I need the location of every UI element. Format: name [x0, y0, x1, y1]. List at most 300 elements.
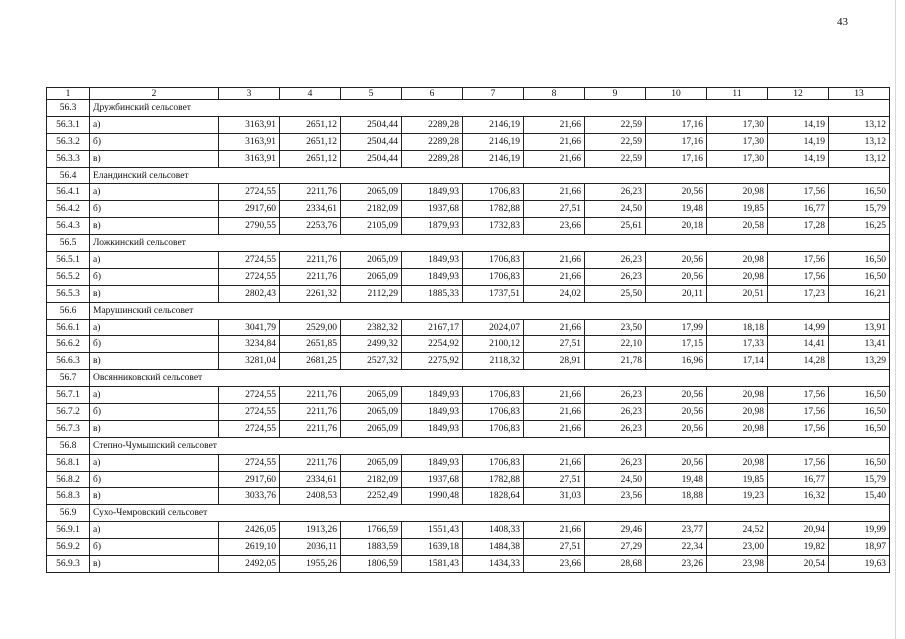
value-cell: 2182,09 — [341, 471, 402, 488]
value-cell: 2917,60 — [219, 471, 280, 488]
row-variant: а) — [90, 454, 219, 471]
value-cell: 17,30 — [707, 116, 768, 133]
value-cell: 17,15 — [646, 336, 707, 353]
value-cell: 20,56 — [646, 454, 707, 471]
value-cell: 1913,26 — [280, 522, 341, 539]
row-variant: а) — [90, 116, 219, 133]
row-variant: б) — [90, 471, 219, 488]
value-cell: 20,54 — [768, 556, 829, 573]
value-cell: 23,66 — [524, 556, 585, 573]
value-cell: 2289,28 — [402, 116, 463, 133]
column-number-cell: 4 — [280, 88, 341, 100]
row-code: 56.7.1 — [47, 387, 90, 404]
section-row — [47, 235, 890, 252]
value-cell: 2790,55 — [219, 218, 280, 235]
value-cell: 2527,32 — [341, 353, 402, 370]
value-cell: 23,50 — [585, 319, 646, 336]
value-cell: 20,56 — [646, 252, 707, 269]
row-variant: а) — [90, 522, 219, 539]
value-cell: 1581,43 — [402, 556, 463, 573]
section-name: Степно-Чумышский сельсовет — [90, 437, 890, 454]
value-cell: 2619,10 — [219, 539, 280, 556]
value-cell: 2211,76 — [280, 252, 341, 269]
value-cell: 2252,49 — [341, 488, 402, 505]
value-cell: 20,98 — [707, 387, 768, 404]
value-cell: 2504,44 — [341, 133, 402, 150]
value-cell: 1885,33 — [402, 285, 463, 302]
value-cell: 15,79 — [829, 201, 890, 218]
row-code: 56.9.3 — [47, 556, 90, 573]
section-code: 56.4 — [47, 167, 90, 184]
value-cell: 2724,55 — [219, 404, 280, 421]
value-cell: 27,51 — [524, 471, 585, 488]
value-cell: 21,78 — [585, 353, 646, 370]
value-cell: 27,51 — [524, 201, 585, 218]
section-row — [47, 167, 890, 184]
table-row — [47, 336, 890, 353]
row-variant: в) — [90, 285, 219, 302]
value-cell: 21,66 — [524, 133, 585, 150]
value-cell: 23,00 — [707, 539, 768, 556]
value-cell: 20,94 — [768, 522, 829, 539]
value-cell: 2802,43 — [219, 285, 280, 302]
value-cell: 14,99 — [768, 319, 829, 336]
value-cell: 17,28 — [768, 218, 829, 235]
column-number-cell: 12 — [768, 88, 829, 100]
value-cell: 1849,93 — [402, 454, 463, 471]
row-code: 56.5.2 — [47, 268, 90, 285]
value-cell: 18,97 — [829, 539, 890, 556]
value-cell: 1849,93 — [402, 252, 463, 269]
section-row — [47, 505, 890, 522]
value-cell: 17,56 — [768, 404, 829, 421]
value-cell: 2211,76 — [280, 268, 341, 285]
value-cell: 1937,68 — [402, 471, 463, 488]
row-code: 56.4.2 — [47, 201, 90, 218]
row-variant: б) — [90, 133, 219, 150]
value-cell: 21,66 — [524, 252, 585, 269]
value-cell: 15,40 — [829, 488, 890, 505]
value-cell: 25,61 — [585, 218, 646, 235]
column-number-cell: 13 — [829, 88, 890, 100]
value-cell: 13,41 — [829, 336, 890, 353]
value-cell: 26,23 — [585, 252, 646, 269]
value-cell: 20,98 — [707, 252, 768, 269]
value-cell: 16,50 — [829, 387, 890, 404]
value-cell: 16,96 — [646, 353, 707, 370]
value-cell: 1434,33 — [463, 556, 524, 573]
value-cell: 20,56 — [646, 184, 707, 201]
table-row — [47, 556, 890, 573]
value-cell: 2211,76 — [280, 404, 341, 421]
value-cell: 20,56 — [646, 420, 707, 437]
value-cell: 13,12 — [829, 116, 890, 133]
value-cell: 2146,19 — [463, 116, 524, 133]
value-cell: 23,56 — [585, 488, 646, 505]
value-cell: 26,23 — [585, 184, 646, 201]
value-cell: 29,46 — [585, 522, 646, 539]
value-cell: 26,23 — [585, 404, 646, 421]
table-row — [47, 353, 890, 370]
value-cell: 16,77 — [768, 201, 829, 218]
value-cell: 17,16 — [646, 116, 707, 133]
table-row — [47, 150, 890, 167]
value-cell: 27,51 — [524, 336, 585, 353]
value-cell: 2504,44 — [341, 150, 402, 167]
column-number-row — [47, 88, 890, 100]
table-row — [47, 522, 890, 539]
value-cell: 20,98 — [707, 420, 768, 437]
value-cell: 16,50 — [829, 404, 890, 421]
row-code: 56.5.3 — [47, 285, 90, 302]
value-cell: 22,59 — [585, 133, 646, 150]
value-cell: 1849,93 — [402, 184, 463, 201]
value-cell: 1706,83 — [463, 387, 524, 404]
value-cell: 17,56 — [768, 454, 829, 471]
table-row — [47, 404, 890, 421]
row-variant: б) — [90, 539, 219, 556]
value-cell: 1737,51 — [463, 285, 524, 302]
row-code: 56.8.2 — [47, 471, 90, 488]
value-cell: 2724,55 — [219, 454, 280, 471]
value-cell: 2651,12 — [280, 150, 341, 167]
value-cell: 17,16 — [646, 150, 707, 167]
value-cell: 20,98 — [707, 404, 768, 421]
value-cell: 1551,43 — [402, 522, 463, 539]
section-name: Сухо-Чемровский сельсовет — [90, 505, 890, 522]
value-cell: 2065,09 — [341, 268, 402, 285]
section-code: 56.6 — [47, 302, 90, 319]
value-cell: 14,19 — [768, 116, 829, 133]
value-cell: 2100,12 — [463, 336, 524, 353]
value-cell: 20,56 — [646, 387, 707, 404]
section-name: Ложкинский сельсовет — [90, 235, 890, 252]
page-edge-line — [895, 0, 896, 639]
value-cell: 21,66 — [524, 420, 585, 437]
value-cell: 24,52 — [707, 522, 768, 539]
value-cell: 2211,76 — [280, 454, 341, 471]
value-cell: 17,30 — [707, 150, 768, 167]
value-cell: 2261,32 — [280, 285, 341, 302]
section-row — [47, 100, 890, 117]
value-cell: 20,98 — [707, 184, 768, 201]
row-variant: а) — [90, 319, 219, 336]
value-cell: 21,66 — [524, 404, 585, 421]
value-cell: 19,99 — [829, 522, 890, 539]
row-variant: в) — [90, 488, 219, 505]
value-cell: 13,12 — [829, 133, 890, 150]
column-number-cell: 5 — [341, 88, 402, 100]
value-cell: 14,41 — [768, 336, 829, 353]
value-cell: 14,19 — [768, 150, 829, 167]
value-cell: 16,50 — [829, 454, 890, 471]
value-cell: 2182,09 — [341, 201, 402, 218]
value-cell: 23,26 — [646, 556, 707, 573]
value-cell: 27,29 — [585, 539, 646, 556]
value-cell: 15,79 — [829, 471, 890, 488]
value-cell: 2105,09 — [341, 218, 402, 235]
value-cell: 26,23 — [585, 420, 646, 437]
row-code: 56.6.1 — [47, 319, 90, 336]
value-cell: 2065,09 — [341, 404, 402, 421]
section-code: 56.3 — [47, 100, 90, 117]
section-row — [47, 437, 890, 454]
value-cell: 22,59 — [585, 116, 646, 133]
value-cell: 2065,09 — [341, 454, 402, 471]
value-cell: 2289,28 — [402, 150, 463, 167]
value-cell: 1879,93 — [402, 218, 463, 235]
value-cell: 28,68 — [585, 556, 646, 573]
value-cell: 2651,12 — [280, 116, 341, 133]
value-cell: 21,66 — [524, 116, 585, 133]
value-cell: 17,56 — [768, 252, 829, 269]
value-cell: 2499,32 — [341, 336, 402, 353]
section-code: 56.5 — [47, 235, 90, 252]
column-number-cell: 6 — [402, 88, 463, 100]
value-cell: 1732,83 — [463, 218, 524, 235]
row-variant: в) — [90, 353, 219, 370]
table-row — [47, 184, 890, 201]
tariff-table — [46, 87, 890, 573]
value-cell: 19,63 — [829, 556, 890, 573]
row-variant: б) — [90, 404, 219, 421]
row-code: 56.3.1 — [47, 116, 90, 133]
value-cell: 20,98 — [707, 454, 768, 471]
value-cell: 2408,53 — [280, 488, 341, 505]
value-cell: 16,32 — [768, 488, 829, 505]
section-row — [47, 370, 890, 387]
value-cell: 2529,00 — [280, 319, 341, 336]
row-code: 56.9.2 — [47, 539, 90, 556]
value-cell: 1990,48 — [402, 488, 463, 505]
section-code: 56.7 — [47, 370, 90, 387]
table-row — [47, 268, 890, 285]
row-variant: б) — [90, 268, 219, 285]
value-cell: 1828,64 — [463, 488, 524, 505]
value-cell: 2211,76 — [280, 184, 341, 201]
value-cell: 16,50 — [829, 268, 890, 285]
value-cell: 2254,92 — [402, 336, 463, 353]
value-cell: 1484,38 — [463, 539, 524, 556]
row-code: 56.4.3 — [47, 218, 90, 235]
value-cell: 2651,85 — [280, 336, 341, 353]
column-number-cell: 2 — [90, 88, 219, 100]
value-cell: 2724,55 — [219, 420, 280, 437]
value-cell: 1849,93 — [402, 268, 463, 285]
value-cell: 2065,09 — [341, 387, 402, 404]
section-name: Дружбинский сельсовет — [90, 100, 890, 117]
value-cell: 13,91 — [829, 319, 890, 336]
row-variant: в) — [90, 150, 219, 167]
value-cell: 2065,09 — [341, 252, 402, 269]
value-cell: 21,66 — [524, 150, 585, 167]
row-code: 56.9.1 — [47, 522, 90, 539]
value-cell: 1706,83 — [463, 404, 524, 421]
value-cell: 19,23 — [707, 488, 768, 505]
value-cell: 1408,33 — [463, 522, 524, 539]
value-cell: 20,56 — [646, 268, 707, 285]
value-cell: 22,10 — [585, 336, 646, 353]
value-cell: 2289,28 — [402, 133, 463, 150]
value-cell: 17,33 — [707, 336, 768, 353]
value-cell: 1955,26 — [280, 556, 341, 573]
value-cell: 19,85 — [707, 471, 768, 488]
value-cell: 13,29 — [829, 353, 890, 370]
row-code: 56.8.3 — [47, 488, 90, 505]
value-cell: 1849,93 — [402, 404, 463, 421]
value-cell: 22,34 — [646, 539, 707, 556]
value-cell: 3163,91 — [219, 133, 280, 150]
value-cell: 21,66 — [524, 184, 585, 201]
value-cell: 1937,68 — [402, 201, 463, 218]
value-cell: 2334,61 — [280, 471, 341, 488]
column-number-cell: 11 — [707, 88, 768, 100]
value-cell: 19,48 — [646, 201, 707, 218]
row-code: 56.3.3 — [47, 150, 90, 167]
value-cell: 3234,84 — [219, 336, 280, 353]
value-cell: 2504,44 — [341, 116, 402, 133]
value-cell: 24,50 — [585, 471, 646, 488]
table-row — [47, 420, 890, 437]
value-cell: 2118,32 — [463, 353, 524, 370]
value-cell: 2724,55 — [219, 387, 280, 404]
value-cell: 2036,11 — [280, 539, 341, 556]
value-cell: 1782,88 — [463, 471, 524, 488]
column-number-cell: 1 — [47, 88, 90, 100]
value-cell: 16,77 — [768, 471, 829, 488]
table-row — [47, 218, 890, 235]
row-variant: а) — [90, 387, 219, 404]
row-code: 56.6.3 — [47, 353, 90, 370]
value-cell: 3041,79 — [219, 319, 280, 336]
value-cell: 18,18 — [707, 319, 768, 336]
value-cell: 28,91 — [524, 353, 585, 370]
value-cell: 2492,05 — [219, 556, 280, 573]
value-cell: 2382,32 — [341, 319, 402, 336]
value-cell: 2724,55 — [219, 252, 280, 269]
value-cell: 1706,83 — [463, 184, 524, 201]
value-cell: 16,25 — [829, 218, 890, 235]
value-cell: 31,03 — [524, 488, 585, 505]
value-cell: 25,50 — [585, 285, 646, 302]
column-number-cell: 9 — [585, 88, 646, 100]
value-cell: 14,28 — [768, 353, 829, 370]
column-number-cell: 10 — [646, 88, 707, 100]
row-variant: а) — [90, 252, 219, 269]
row-code: 56.3.2 — [47, 133, 90, 150]
value-cell: 20,98 — [707, 268, 768, 285]
value-cell: 1766,59 — [341, 522, 402, 539]
value-cell: 17,56 — [768, 420, 829, 437]
value-cell: 1806,59 — [341, 556, 402, 573]
table-row — [47, 488, 890, 505]
row-code: 56.4.1 — [47, 184, 90, 201]
value-cell: 2211,76 — [280, 387, 341, 404]
row-variant: а) — [90, 184, 219, 201]
value-cell: 23,77 — [646, 522, 707, 539]
value-cell: 14,19 — [768, 133, 829, 150]
value-cell: 16,50 — [829, 420, 890, 437]
value-cell: 3281,04 — [219, 353, 280, 370]
value-cell: 21,66 — [524, 319, 585, 336]
row-code: 56.5.1 — [47, 252, 90, 269]
value-cell: 2253,76 — [280, 218, 341, 235]
value-cell: 18,88 — [646, 488, 707, 505]
value-cell: 20,51 — [707, 285, 768, 302]
value-cell: 2681,25 — [280, 353, 341, 370]
value-cell: 2024,07 — [463, 319, 524, 336]
section-code: 56.9 — [47, 505, 90, 522]
value-cell: 2724,55 — [219, 184, 280, 201]
value-cell: 16,50 — [829, 184, 890, 201]
value-cell: 16,50 — [829, 252, 890, 269]
value-cell: 24,02 — [524, 285, 585, 302]
value-cell: 1782,88 — [463, 201, 524, 218]
value-cell: 1849,93 — [402, 420, 463, 437]
value-cell: 20,18 — [646, 218, 707, 235]
value-cell: 17,23 — [768, 285, 829, 302]
table-body — [47, 88, 890, 573]
value-cell: 20,56 — [646, 404, 707, 421]
value-cell: 3163,91 — [219, 116, 280, 133]
section-name: Еландинский сельсовет — [90, 167, 890, 184]
section-name: Марушинский сельсовет — [90, 302, 890, 319]
value-cell: 1706,83 — [463, 454, 524, 471]
value-cell: 17,99 — [646, 319, 707, 336]
value-cell: 2065,09 — [341, 184, 402, 201]
value-cell: 17,16 — [646, 133, 707, 150]
value-cell: 1706,83 — [463, 252, 524, 269]
table-row — [47, 471, 890, 488]
value-cell: 17,14 — [707, 353, 768, 370]
value-cell: 21,66 — [524, 387, 585, 404]
value-cell: 13,12 — [829, 150, 890, 167]
value-cell: 2334,61 — [280, 201, 341, 218]
row-code: 56.6.2 — [47, 336, 90, 353]
table-row — [47, 116, 890, 133]
value-cell: 21,66 — [524, 454, 585, 471]
table-row — [47, 539, 890, 556]
value-cell: 17,30 — [707, 133, 768, 150]
value-cell: 1849,93 — [402, 387, 463, 404]
value-cell: 26,23 — [585, 387, 646, 404]
row-variant: в) — [90, 420, 219, 437]
column-number-cell: 7 — [463, 88, 524, 100]
value-cell: 2146,19 — [463, 150, 524, 167]
row-code: 56.7.2 — [47, 404, 90, 421]
table-row — [47, 285, 890, 302]
value-cell: 3033,76 — [219, 488, 280, 505]
value-cell: 1706,83 — [463, 268, 524, 285]
section-name: Овсянниковский сельсовет — [90, 370, 890, 387]
value-cell: 2275,92 — [402, 353, 463, 370]
value-cell: 2065,09 — [341, 420, 402, 437]
section-code: 56.8 — [47, 437, 90, 454]
section-row — [47, 302, 890, 319]
table-row — [47, 133, 890, 150]
value-cell: 23,66 — [524, 218, 585, 235]
row-code: 56.8.1 — [47, 454, 90, 471]
table-row — [47, 454, 890, 471]
value-cell: 1706,83 — [463, 420, 524, 437]
value-cell: 2917,60 — [219, 201, 280, 218]
value-cell: 17,56 — [768, 387, 829, 404]
value-cell: 27,51 — [524, 539, 585, 556]
row-code: 56.7.3 — [47, 420, 90, 437]
table-row — [47, 319, 890, 336]
value-cell: 23,98 — [707, 556, 768, 573]
value-cell: 21,66 — [524, 522, 585, 539]
